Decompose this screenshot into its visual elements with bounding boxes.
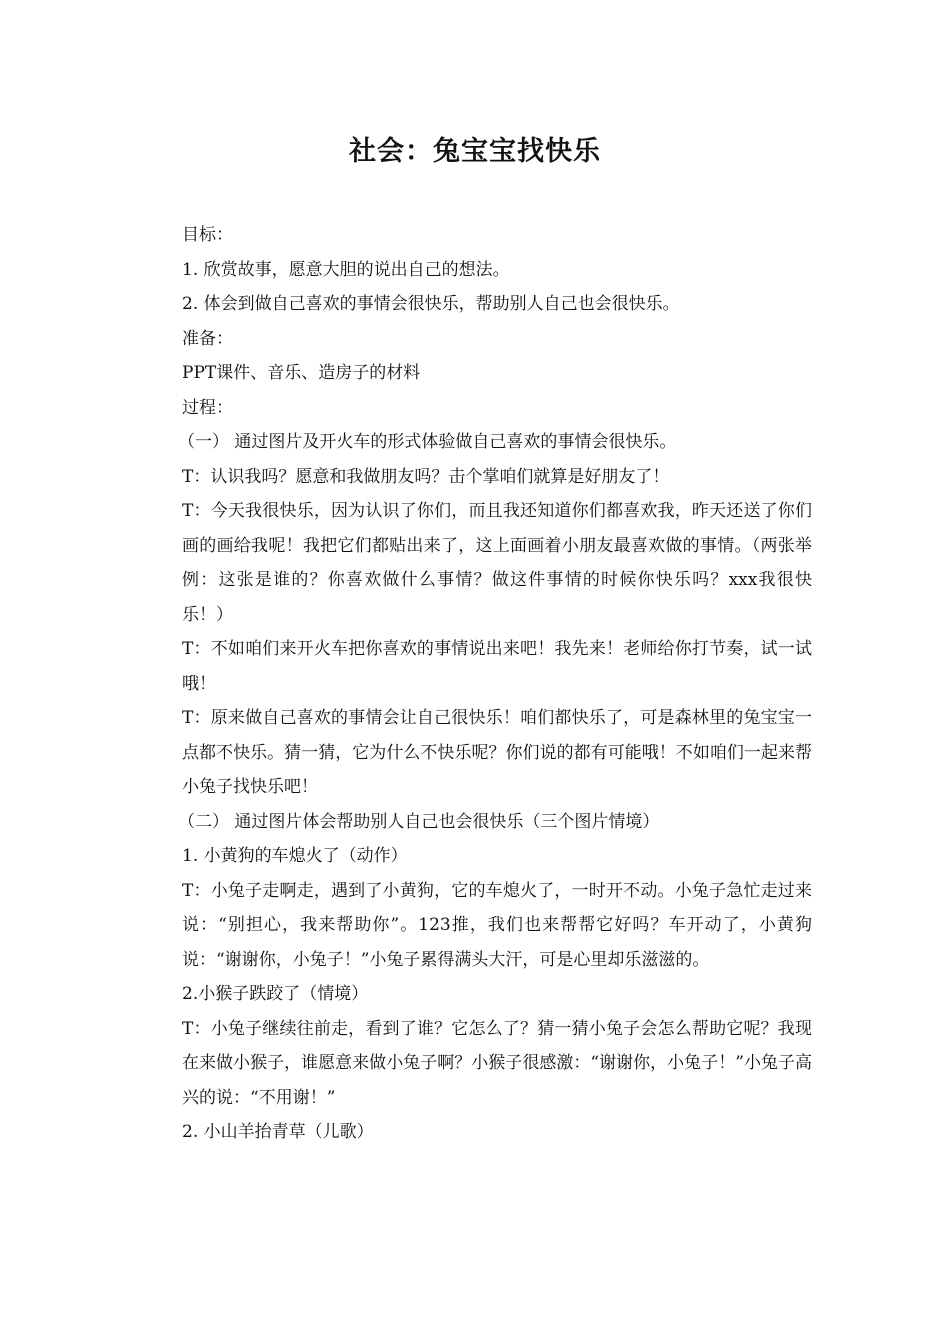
- dialogue-paragraph: T：小兔子继续往前走，看到了谁？它怎么了？猜一猜小兔子会怎么帮助它呢？我现在来做小猴子，谁愿意来做小兔子啊？小猴子很感激：“谢谢你，小兔子！”小兔子高兴的说：“不用谢！”: [182, 1018, 812, 1108]
- preparation-materials: PPT课件、音乐、造房子的材料: [182, 363, 421, 383]
- scenario-heading-3: 2. 小山羊抬青草（儿歌）: [182, 1122, 374, 1142]
- process-step-1-heading: （一） 通过图片及开火车的形式体验做自己喜欢的事情会很快乐。: [178, 432, 677, 452]
- dialogue-paragraph: T：原来做自己喜欢的事情会让自己很快乐！咱们都快乐了，可是森林里的兔宝宝一点都不快乐。猜一猜，它为什么不快乐呢？你们说的都有可能哦！不如咱们一起来帮小兔子找快乐吧！: [182, 708, 812, 797]
- dialogue-paragraph: T：小兔子走啊走，遇到了小黄狗，它的车熄火了，一时开不动。小兔子急忙走过来说：“别担心，我来帮助你”。123推，我们也来帮帮它好吗？车开动了，小黄狗说：“谢谢你，小兔子！”小兔子累得满头大汗，可是心里却乐滋滋的。: [182, 880, 812, 970]
- process-step-2-heading: （二） 通过图片体会帮助别人自己也会很快乐（三个图片情境）: [178, 811, 660, 832]
- goal-item-1: 1. 欣赏故事，愿意大胆的说出自己的想法。: [182, 259, 510, 280]
- dialogue-paragraph: T：今天我很快乐，因为认识了你们，而且我还知道你们都喜欢我，昨天还送了你们画的画给我呢！我把它们都贴出来了，这上面画着小朋友最喜欢做的事情。（两张举例：这张是谁的？你喜欢做什么事情？做这件事情的时候你快乐吗？xxx我很快乐！）: [182, 501, 812, 625]
- scenario-heading-2: 2.小猴子跌跤了（情境）: [182, 984, 369, 1004]
- dialogue-paragraph: T：认识我吗？愿意和我做朋友吗？击个掌咱们就算是好朋友了！: [182, 466, 670, 487]
- document-body: [178, 218, 812, 1150]
- page-title: 社会：兔宝宝找快乐: [349, 136, 601, 167]
- goal-item-2: 2. 体会到做自己喜欢的事情会很快乐，帮助别人自己也会很快乐。: [182, 294, 680, 314]
- scenario-heading-1: 1. 小黄狗的车熄火了（动作）: [182, 846, 408, 866]
- dialogue-paragraph: T：不如咱们来开火车把你喜欢的事情说出来吧！我先来！老师给你打节奏，试一试哦！: [182, 639, 812, 694]
- section-heading-preparation: 准备：: [182, 328, 233, 349]
- section-heading-goals: 目标：: [182, 225, 233, 245]
- section-heading-process: 过程：: [182, 397, 233, 418]
